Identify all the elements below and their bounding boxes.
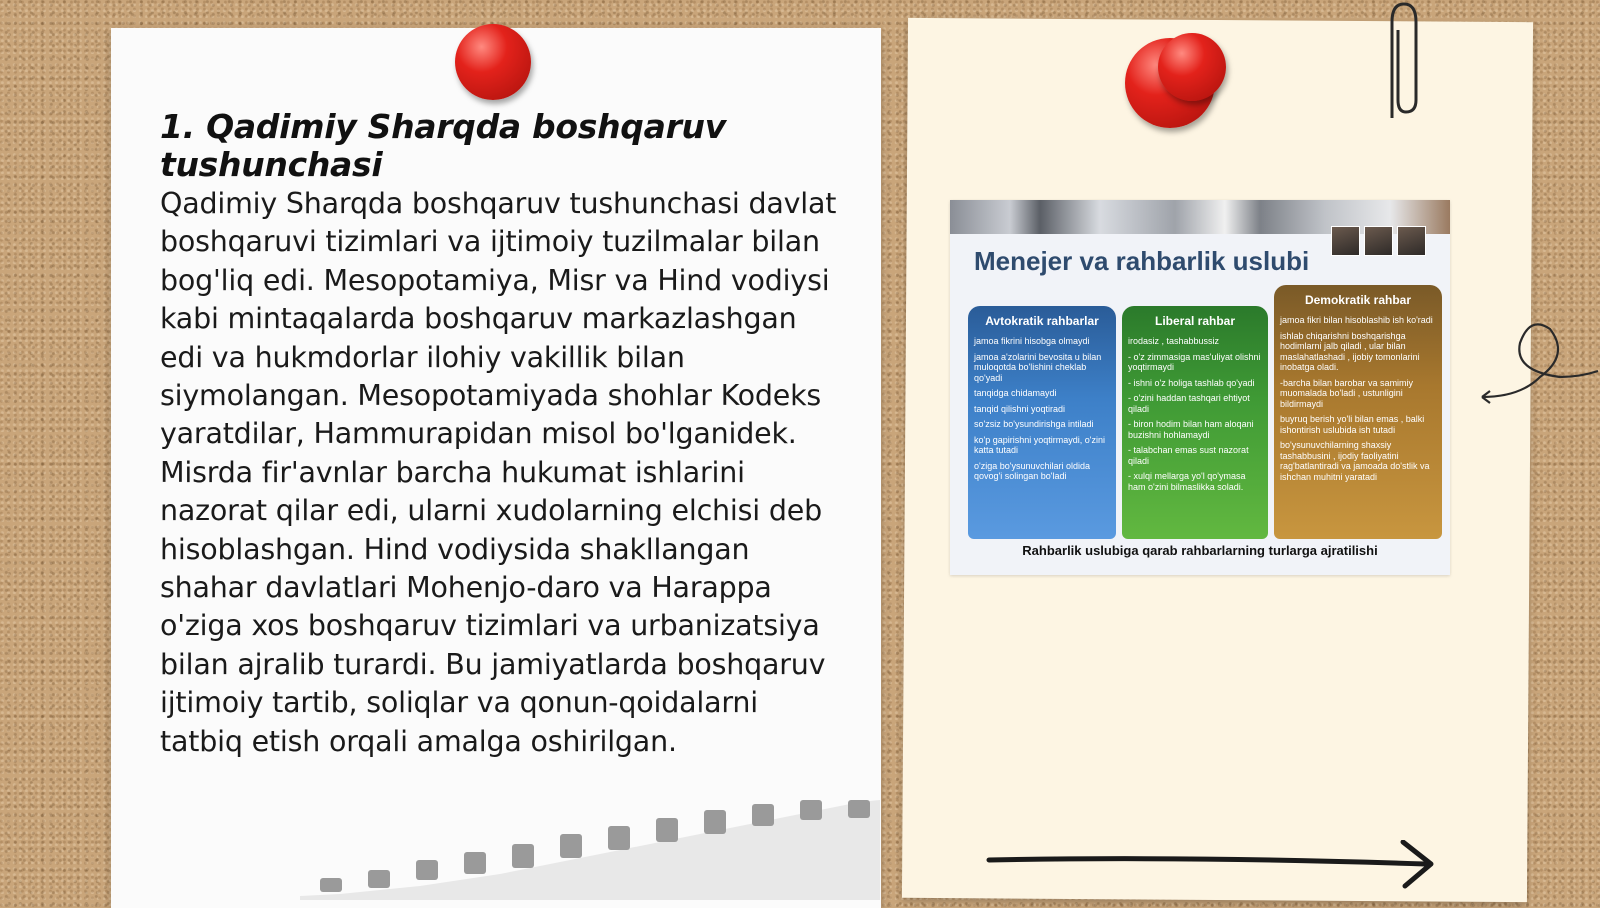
list-item: jamoa fikri bilan hisoblashib ish ko'radi <box>1280 315 1433 325</box>
list-item: ishlab chiqarishni boshqarishga hodimlarni jalb qiladi , ular bilan maslahatlashadi , ijobiy tomonlarini inobatga oladi. <box>1280 330 1420 372</box>
section-body-text: Qadimiy Sharqda boshqaruv tushunchasi davlat boshqaruvi tizimlari va ijtimoiy tuzilmalar bilan bog'liq edi. Mesopotamiya, Misr va Hind vodiysi kabi mintaqalarda boshqaruv markazlashgan edi va hukmdorlar ilohiy vakillik bilan siymolangan. Mesopotamiyada shohlar Kodeks yaratdilar, Hammurapidan misol bo'lganidek. Misrda fir'avnlar barcha hukumat ishlarini nazorat qilar edi, ularni xudolarning elchisi deb hisoblashgan. Hind vodiysida shakllangan shahar davlatlari Mohenjo-daro va Harappa o'ziga xos boshqaruv tizimlari va urbanizatsiya bilan ajralib turardi. Bu jamiyatlarda boshqaruv ijtimoiy tartib, soliqlar va qonun-qoidalarni tatbiq etish orqali amalga oshirilgan. <box>160 187 837 758</box>
list-item: buyruq berish yo'li bilan emas , balki ishontirish uslubida ish tutadi <box>1280 414 1425 435</box>
list-item: - o'zini haddan tashqari ehtiyot qiladi <box>1128 393 1250 414</box>
slide-caption: Rahbarlik uslubiga qarab rahbarlarning turlarga ajratilishi <box>1022 543 1378 558</box>
pushpin-icon <box>1158 33 1226 101</box>
list-item: irodasiz , tashabbussiz <box>1128 336 1220 346</box>
list-item: tanqidga chidamaydi <box>974 388 1057 398</box>
torn-paper-decoration <box>300 800 880 900</box>
paperclip-icon <box>1382 0 1422 125</box>
column-autocratic <box>968 306 1116 539</box>
slide-title: Menejer va rahbarlik uslubi <box>974 246 1310 276</box>
list-item: - talabchan emas sust nazorat qiladi <box>1128 445 1249 466</box>
list-item: - ishni o'z holiga tashlab qo'yadi <box>1128 377 1255 388</box>
column-heading: Avtokratik rahbarlar <box>985 314 1099 328</box>
list-item: so'zsiz bo'ysundirishga intiladi <box>974 419 1094 429</box>
column-heading: Liberal rahbar <box>1154 314 1236 328</box>
column-liberal <box>1122 306 1268 539</box>
list-item: - biron hodim bilan ham aloqani buzishni hohlamaydi <box>1128 419 1254 440</box>
portrait-thumbnail <box>1364 226 1393 256</box>
column-heading: Demokratik rahbar <box>1304 293 1412 307</box>
list-item: -barcha bilan barobar va samimiy muomalada bo'ladi , ustunligini bildirmaydi <box>1280 377 1414 409</box>
curly-arrow-decoration <box>1480 315 1600 405</box>
leadership-styles-slide <box>950 200 1450 575</box>
list-item: jamoa a'zolarini bevosita u bilan muloqotda bo'lishini cheklab qo'yadi <box>974 351 1102 383</box>
list-item: jamoa fikrini hisobga olmaydi <box>974 336 1090 346</box>
portrait-thumbnail <box>1331 226 1360 256</box>
arrow-right-icon <box>985 840 1445 890</box>
list-item: - o'z zimmasiga mas'uliyat olishni yoqtirmaydi <box>1128 351 1261 372</box>
list-item: ko'p gapirishni yoqtirmaydi, o'zini katta tutadi <box>974 434 1105 455</box>
list-item: o'ziga bo'ysunuvchilari oldida qovog'i solingan bo'ladi <box>974 460 1091 481</box>
list-item: bo'ysunuvchilarning shaxsiy tashabbusini , ijodiy faoliyatini rag'batlantiradi va jamoada do'stlik va ishchan muhitni yaratadi <box>1280 440 1430 482</box>
list-item: - xulqi mellarga yo'l qo'ymasa ham o'zini bilmaslikka soladi. <box>1128 471 1246 492</box>
portrait-thumbnail <box>1397 226 1426 256</box>
column-democratic <box>1274 285 1442 539</box>
list-item: tanqid qilishni yoqtiradi <box>974 403 1066 414</box>
pushpin-icon <box>455 24 531 100</box>
section-title: 1. Qadimiy Sharqda boshqaruv tushunchasi <box>160 107 726 184</box>
